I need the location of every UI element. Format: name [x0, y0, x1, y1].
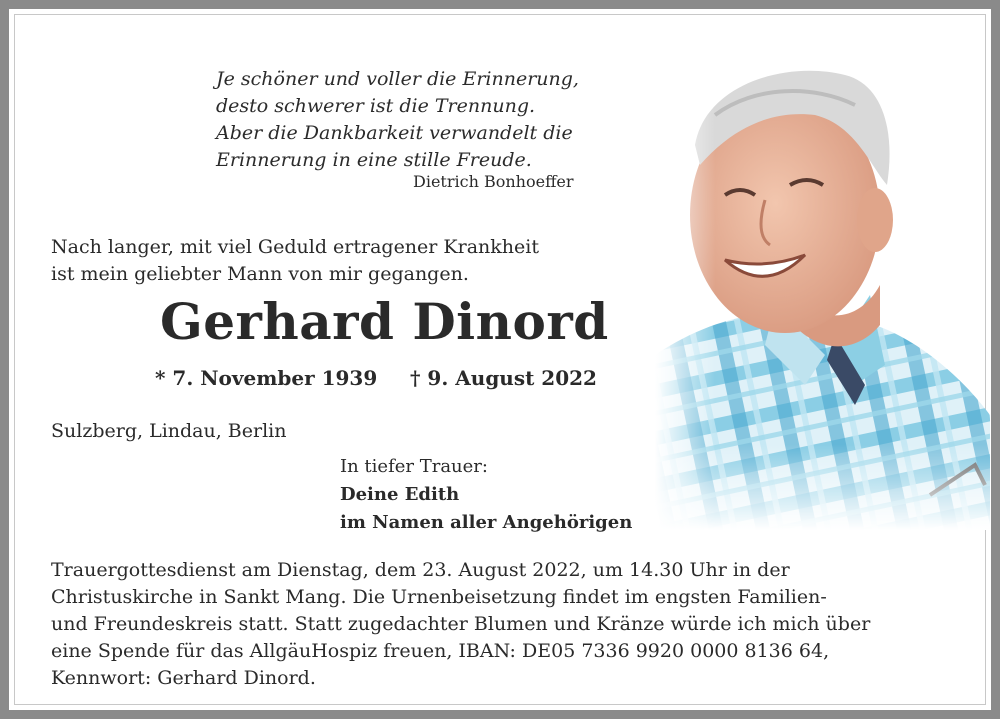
quote-line: desto schwerer ist die Trennung. [216, 95, 536, 117]
intro-text [51, 234, 539, 288]
places: Sulzberg, Lindau, Berlin [51, 420, 287, 442]
intro-line: ist mein geliebter Mann von mir gegangen. [51, 263, 469, 285]
intro-line: Nach langer, mit viel Geduld ertragener Krankheit [51, 236, 539, 258]
death-date: † 9. August 2022 [410, 366, 597, 390]
service-line: und Freundeskreis statt. Statt zugedachter Blumen und Kränze würde ich mich über [51, 613, 871, 635]
quote-line: Je schöner und voller die Erinnerung, [216, 68, 579, 90]
service-line: Christuskirche in Sankt Mang. Die Urnenbeisetzung findet im engsten Familien- [51, 586, 827, 608]
portrait-photo [655, 55, 990, 530]
deceased-name: Gerhard Dinord [160, 292, 609, 351]
quote-line: Aber die Dankbarkeit verwandelt die [216, 122, 573, 144]
quote [216, 66, 579, 174]
service-line: Kennwort: Gerhard Dinord. [51, 667, 316, 689]
service-line: eine Spende für das AllgäuHospiz freuen, IBAN: DE05 7336 9920 0000 8136 64, [51, 640, 830, 662]
mourner-line: Deine Edith [340, 484, 460, 505]
service-info [51, 557, 870, 692]
mourner-line: im Namen aller Angehörigen [340, 512, 633, 533]
quote-line: Erinnerung in eine stille Freude. [216, 149, 532, 171]
quote-author: Dietrich Bonhoeffer [413, 172, 574, 191]
mourners [340, 453, 632, 537]
mourners-intro: In tiefer Trauer: [340, 456, 488, 477]
birth-date: * 7. November 1939 [155, 366, 378, 390]
service-line: Trauergottesdienst am Dienstag, dem 23. August 2022, um 14.30 Uhr in der [51, 559, 790, 581]
